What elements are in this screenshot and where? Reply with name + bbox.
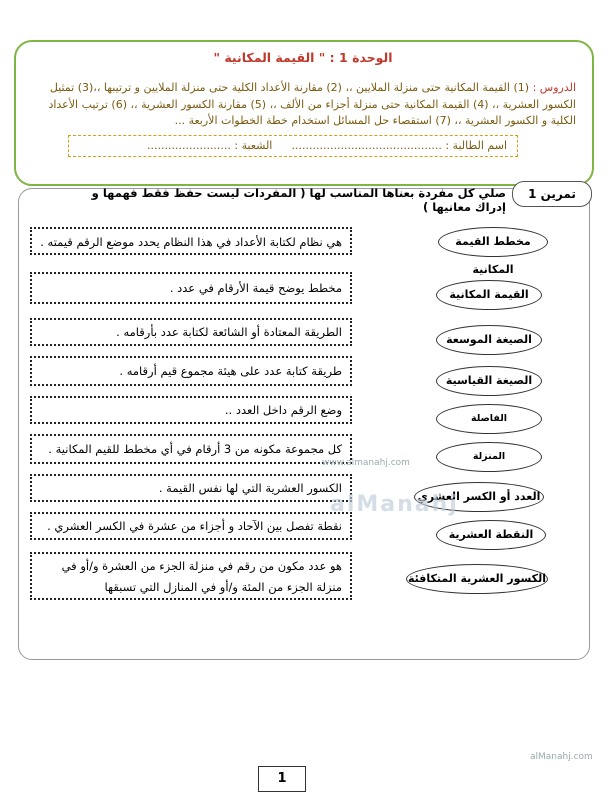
student-info-box [68,135,518,157]
watermark-url: www.almanahj.com [322,458,410,468]
section-field[interactable]: الشعبة : ........................ [147,139,273,152]
term-oval[interactable] [436,325,542,355]
term-oval[interactable] [438,227,548,276]
definition-box[interactable]: مخطط يوضح قيمة الأرقام في عدد . [30,272,352,304]
term-oval[interactable] [436,520,546,550]
term-label: الكسور العشرية المتكافئة [408,572,546,585]
term-oval[interactable] [436,404,542,434]
term-label: النقطة العشرية [448,528,534,541]
definition-box[interactable]: كل مجموعة مكونه من 3 أرقام في أي مخطط للقيم المكانية . [30,434,352,464]
lessons-text: (1) القيمة المكانية حتى منزلة الملايين ،، (2) مقارنة الأعداد الكلية حتى منزلة الملايين و ترتيبها ،،(3) تمثيل الكسور العشرية ،، (4) القيمة المكانية حتى منزلة أجزاء من الألف ،، (5) مقارنة الكسور العشرية ،، (6) ترتيب الأعداد الكلية و الكسور العشرية ،، (7) استقصاء حل المسائل استخدام خطة الخطوات الأربعة ... [48,81,576,127]
term-oval[interactable] [436,280,542,310]
term-label: العدد أو الكسر العشري [417,490,541,503]
definition-box[interactable]: نقطة تفصل بين الآحاد و أجزاء من عشرة في الكسر العشري . [30,512,352,540]
page-number: 1 [258,766,306,792]
exercise-instruction: صلي كل مفردة بعناها المناسب لها ( المفردات ليست حفظ فقط فهمها و إدراك معانيها ) [91,186,506,214]
term-label: الصيغة القياسية [445,374,533,387]
definition-box[interactable]: الكسور العشرية التي لها نفس القيمة . [30,474,352,502]
definition-box[interactable]: هو عدد مكون من رقم في منزلة الجزء من العشرة و/أو في منزلة الجزء من المئة و/أو في المنازل التي تسبقها [30,552,352,600]
definition-box[interactable]: هي نظام لكتابة الأعداد في هذا النظام يحدد موضع الرقم قيمته . [30,227,352,255]
term-label: المنزلة [472,451,506,462]
term-label: الصيغة الموسعة [446,333,532,346]
lessons-list [28,80,576,130]
lessons-label: الدروس : [532,81,576,94]
watermark-url-bottom: alManahj.com [530,752,593,762]
watermark-logo: alManahj [330,492,459,517]
exercise-tag: تمرين 1 [512,181,592,207]
unit-title: الوحدة 1 : " القيمة المكانية " [213,50,393,65]
student-name-field[interactable]: اسم الطالبة : ........................................... [291,139,507,152]
definition-box[interactable]: طريقة كتابة عدد على هيئة مجموع قيم أرقامه . [30,356,352,386]
definition-box[interactable]: الطريقة المعتادة أو الشائعة لكتابة عدد بأرقامه . [30,318,352,346]
term-label: مخطط القيمة المكانية [455,235,531,276]
term-oval[interactable] [436,442,542,472]
term-label: القيمة المكانية [449,288,529,301]
definition-box[interactable]: وضع الرقم داخل العدد .. [30,396,352,424]
term-oval[interactable] [406,564,548,594]
term-label: الفاصلة [470,413,508,424]
term-oval[interactable] [436,366,542,396]
